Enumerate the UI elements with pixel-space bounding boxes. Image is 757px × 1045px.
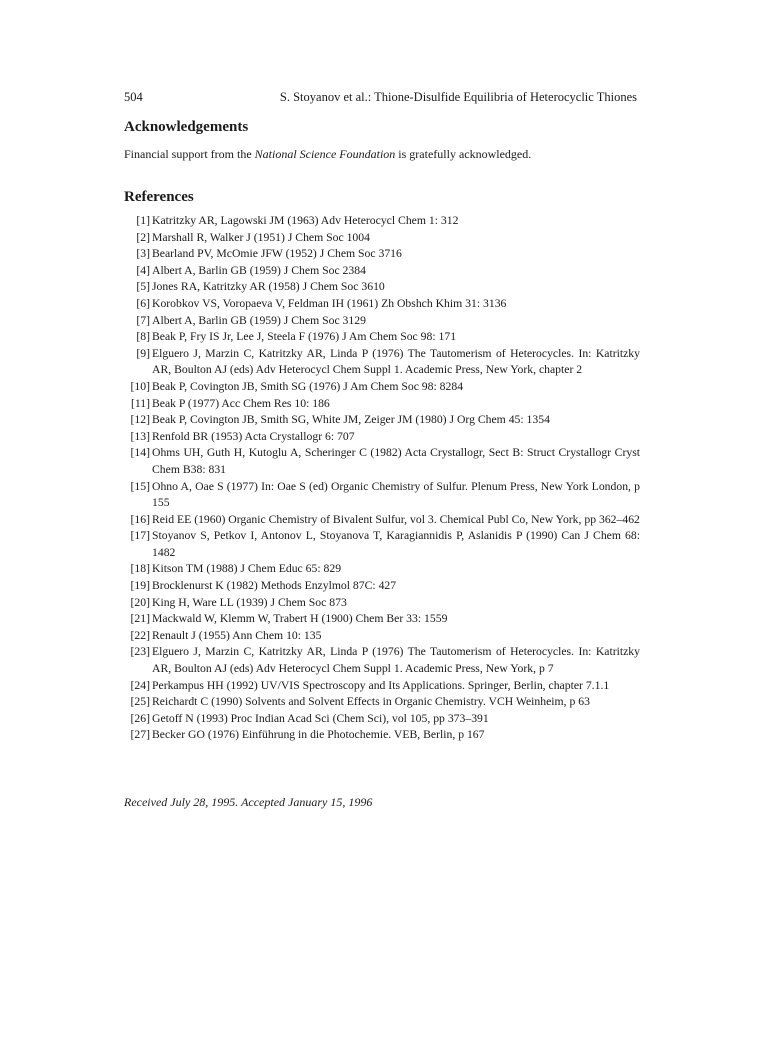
reference-item: [124, 479, 640, 512]
reference-text: Perkampus HH (1992) UV/VIS Spectroscopy and Its Applications. Springer, Berlin, chapter 7.1.1: [152, 678, 610, 692]
reference-text: Albert A, Barlin GB (1959) J Chem Soc 3129: [152, 313, 366, 327]
reference-number: [17]: [130, 529, 150, 543]
reference-number: [22]: [130, 628, 150, 642]
reference-item: [124, 313, 640, 330]
reference-item: [124, 213, 640, 230]
reference-number: [12]: [130, 413, 150, 427]
reference-item: [124, 678, 640, 695]
reference-text: Reichardt C (1990) Solvents and Solvent Effects in Organic Chemistry. VCH Weinheim, p 63: [152, 695, 590, 709]
reference-item: [124, 711, 640, 728]
reference-number: [21]: [130, 612, 150, 626]
reference-number: [18]: [130, 562, 150, 576]
reference-text: Brocklenurst K (1982) Methods Enzylmol 87C: 427: [152, 579, 397, 593]
ack-text-before: Financial support from the: [124, 147, 255, 161]
reference-text: Ohno A, Oae S (1977) In: Oae S (ed) Organic Chemistry of Sulfur. Plenum Press, New York London, p 155: [152, 479, 640, 510]
reference-text: Stoyanov S, Petkov I, Antonov L, Stoyanova T, Karagiannidis P, Aslanidis P (1990) Can J Chem 68: 1482: [152, 529, 640, 559]
reference-number: [6]: [136, 296, 150, 310]
reference-number: [27]: [130, 728, 150, 742]
reference-number: [16]: [130, 512, 150, 526]
reference-item: [124, 512, 640, 529]
reference-item: [124, 694, 640, 711]
running-title: S. Stoyanov et al.: Thione-Disulfide Equilibria of Heterocyclic Thiones: [279, 90, 637, 104]
reference-number: [5]: [136, 280, 150, 294]
reference-item: [124, 263, 640, 280]
reference-text: Elguero J, Marzin C, Katritzky AR, Linda P (1976) The Tautomerism of Heterocycles. In: Katritzky AR, Boulton AJ (eds) Adv Heterocycl Chem Suppl 1. Academic Press, New York, chapter 2: [152, 346, 640, 377]
reference-text: Reid EE (1960) Organic Chemistry of Bivalent Sulfur, vol 3. Chemical Publ Co, New York, pp 362–462: [152, 512, 640, 526]
reference-item: [124, 429, 640, 446]
references-list: [124, 213, 640, 744]
reference-text: Jones RA, Katritzky AR (1958) J Chem Soc 3610: [152, 280, 385, 294]
reference-text: Beak P, Fry IS Jr, Lee J, Steela F (1976) J Am Chem Soc 98: 171: [152, 330, 457, 344]
reference-text: Getoff N (1993) Proc Indian Acad Sci (Chem Sci), vol 105, pp 373–391: [152, 711, 489, 725]
reference-item: [124, 230, 640, 247]
reference-text: Renfold BR (1953) Acta Crystallogr 6: 707: [152, 429, 355, 443]
reference-number: [26]: [130, 711, 150, 725]
reference-text: Elguero J, Marzin C, Katritzky AR, Linda P (1976) The Tautomerism of Heterocycles. In: Katritzky AR, Boulton AJ (eds) Adv Heterocycl Chem Suppl 1. Academic Press, New York, p 7: [152, 645, 640, 676]
reference-text: Albert A, Barlin GB (1959) J Chem Soc 2384: [152, 263, 366, 277]
reference-text: Beak P (1977) Acc Chem Res 10: 186: [152, 396, 330, 410]
reference-item: [124, 595, 640, 612]
reference-text: King H, Ware LL (1939) J Chem Soc 873: [152, 595, 347, 609]
reference-number: [3]: [136, 247, 150, 261]
reference-item: [124, 346, 640, 379]
reference-item: [124, 611, 640, 628]
reference-text: Korobkov VS, Voropaeva V, Feldman IH (1961) Zh Obshch Khim 31: 3136: [152, 296, 507, 310]
reference-number: [23]: [130, 645, 150, 659]
reference-text: Bearland PV, McOmie JFW (1952) J Chem Soc 3716: [152, 247, 402, 261]
reference-item: [124, 279, 640, 296]
ack-funder-name: National Science Foundation: [254, 147, 396, 161]
reference-number: [8]: [136, 330, 150, 344]
acknowledgements-heading: Acknowledgements: [124, 119, 249, 135]
reference-number: [10]: [130, 379, 150, 393]
reference-item: [124, 528, 640, 561]
reference-item: [124, 578, 640, 595]
reference-item: [124, 412, 640, 429]
reference-item: [124, 727, 640, 744]
reference-number: [24]: [130, 678, 150, 692]
reference-text: Katritzky AR, Lagowski JM (1963) Adv Heterocycl Chem 1: 312: [152, 214, 459, 227]
reference-item: [124, 644, 640, 677]
reference-text: Renault J (1955) Ann Chem 10: 135: [152, 628, 322, 642]
reference-item: [124, 445, 640, 478]
reference-number: [15]: [130, 479, 150, 493]
reference-item: [124, 379, 640, 396]
reference-number: [1]: [136, 214, 150, 227]
reference-text: Kitson TM (1988) J Chem Educ 65: 829: [152, 562, 342, 576]
reference-text: Mackwald W, Klemm W, Trabert H (1900) Chem Ber 33: 1559: [152, 612, 448, 626]
reference-number: [2]: [136, 230, 150, 244]
reference-item: [124, 628, 640, 645]
reference-number: [9]: [136, 346, 150, 360]
reference-number: [14]: [130, 446, 150, 460]
reference-item: [124, 296, 640, 313]
reference-item: [124, 396, 640, 413]
references-heading: References: [124, 189, 194, 205]
reference-item: [124, 561, 640, 578]
reference-item: [124, 329, 640, 346]
reference-number: [4]: [136, 263, 150, 277]
ack-text-after: is gratefully acknowledged.: [395, 147, 532, 161]
page-number: 504: [124, 90, 143, 104]
reference-number: [7]: [136, 313, 150, 327]
reference-number: [13]: [130, 429, 150, 443]
reference-number: [19]: [130, 579, 150, 593]
reference-number: [20]: [130, 595, 150, 609]
received-accepted-dates: Received July 28, 1995. Accepted January 15, 1996: [124, 795, 373, 809]
reference-text: Marshall R, Walker J (1951) J Chem Soc 1004: [152, 230, 370, 244]
reference-text: Beak P, Covington JB, Smith SG (1976) J Am Chem Soc 98: 8284: [152, 379, 464, 393]
reference-number: [25]: [130, 695, 150, 709]
reference-text: Becker GO (1976) Einführung in die Photochemie. VEB, Berlin, p 167: [152, 728, 485, 742]
acknowledgements-text: [124, 146, 637, 162]
reference-item: [124, 246, 640, 263]
reference-text: Beak P, Covington JB, Smith SG, White JM, Zeiger JM (1980) J Org Chem 45: 1354: [152, 413, 550, 427]
reference-text: Ohms UH, Guth H, Kutoglu A, Scheringer C (1982) Acta Crystallogr, Sect B: Struct Crystallogr Cryst Chem B38: 831: [152, 446, 640, 476]
reference-number: [11]: [130, 396, 150, 410]
